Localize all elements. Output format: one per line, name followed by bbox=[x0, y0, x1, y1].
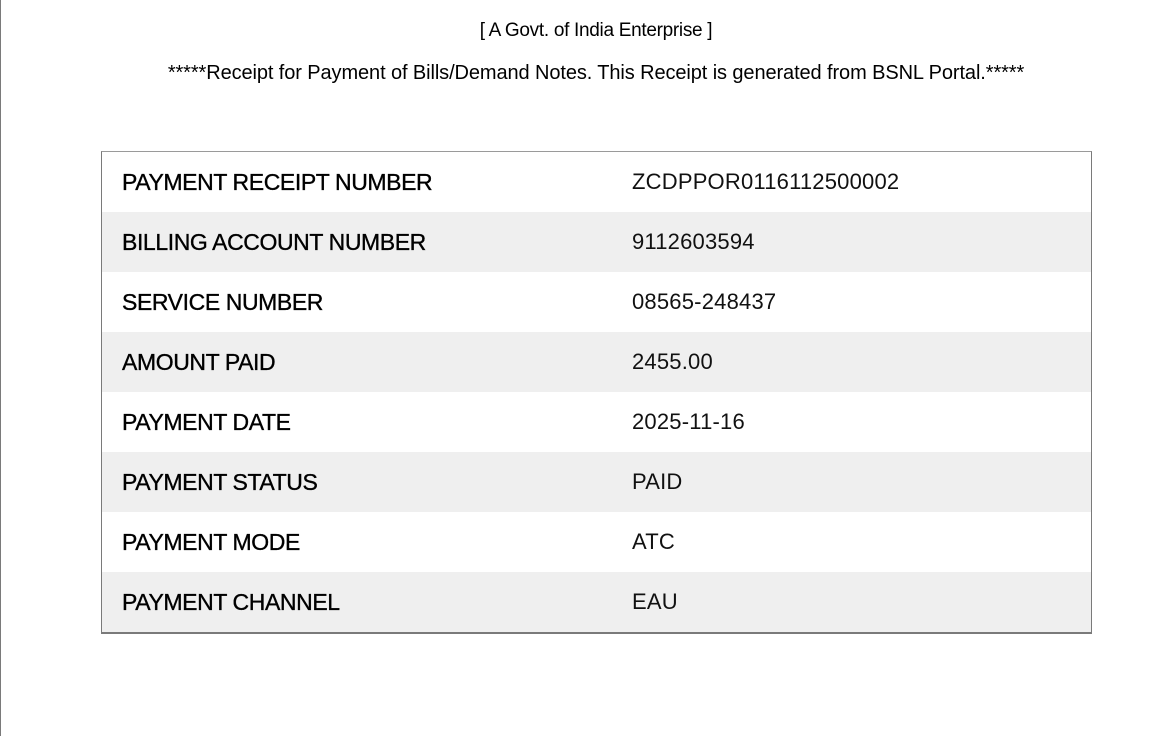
row-value: 2455.00 bbox=[632, 349, 713, 374]
row-value: 9112603594 bbox=[632, 229, 755, 254]
row-value: PAID bbox=[632, 469, 683, 494]
table-row-billing-account-number bbox=[102, 212, 1091, 272]
row-label: PAYMENT STATUS bbox=[122, 468, 318, 495]
row-value: ATC bbox=[632, 529, 675, 554]
enterprise-subtitle: [ A Govt. of India Enterprise ] bbox=[479, 20, 713, 41]
row-value: 2025-11-16 bbox=[632, 409, 745, 434]
row-value: EAU bbox=[632, 589, 678, 614]
table-row-service-number bbox=[102, 272, 1091, 332]
receipt-notice: *****Receipt for Payment of Bills/Demand Notes. This Receipt is generated from BSNL Portal.***** bbox=[167, 62, 1025, 84]
row-label: AMOUNT PAID bbox=[122, 348, 276, 375]
table-row-payment-channel bbox=[102, 572, 1091, 632]
row-value: 08565-248437 bbox=[632, 289, 777, 314]
table-row-amount-paid bbox=[102, 332, 1091, 392]
row-label: PAYMENT RECEIPT NUMBER bbox=[122, 168, 433, 195]
table-row-payment-status bbox=[102, 452, 1091, 512]
receipt-details-table bbox=[101, 151, 1092, 634]
row-label: BILLING ACCOUNT NUMBER bbox=[122, 228, 426, 255]
table-row-payment-mode bbox=[102, 512, 1091, 572]
table-row-payment-receipt-number bbox=[102, 152, 1091, 212]
row-value: ZCDPPOR0116112500002 bbox=[632, 169, 900, 194]
row-label: PAYMENT CHANNEL bbox=[122, 588, 340, 615]
row-label: PAYMENT DATE bbox=[122, 408, 291, 435]
row-label: PAYMENT MODE bbox=[122, 528, 300, 555]
table-row-payment-date bbox=[102, 392, 1091, 452]
row-label: SERVICE NUMBER bbox=[122, 288, 324, 315]
